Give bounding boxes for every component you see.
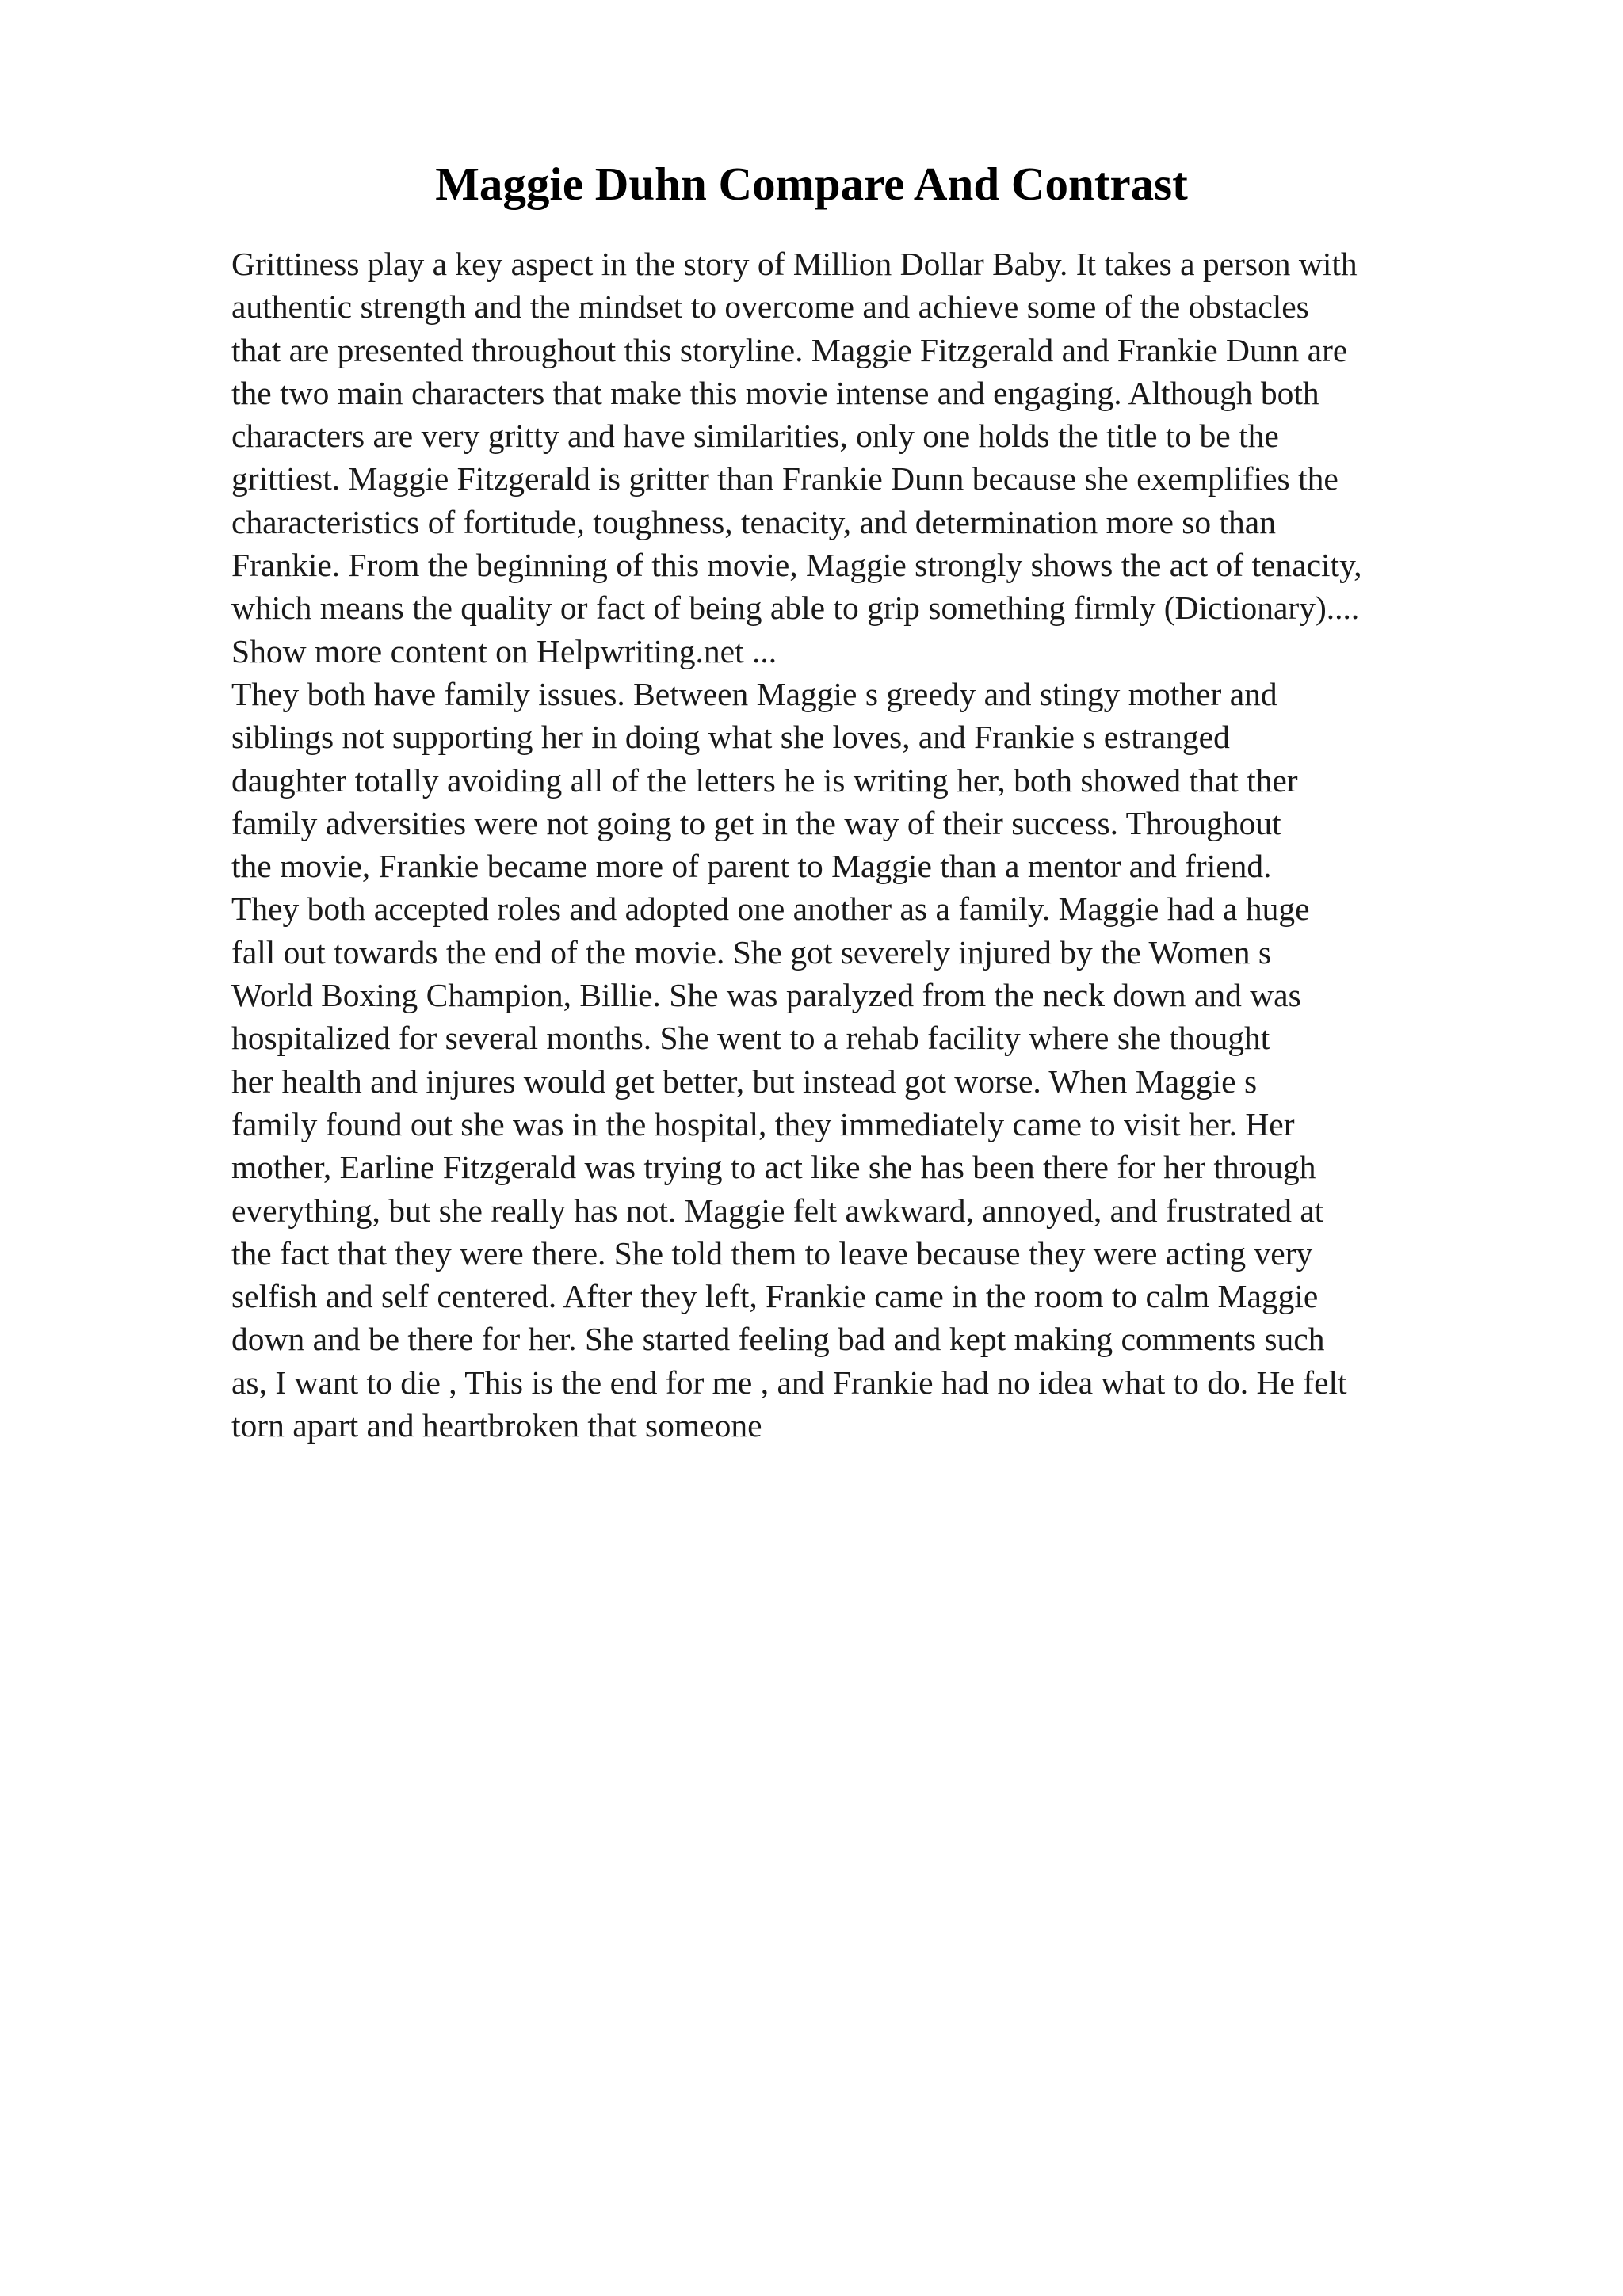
body-line: characters are very gritty and have similarities, only one holds the title to be the	[231, 418, 1279, 455]
body-line: hospitalized for several months. She went to a rehab facility where she thought	[231, 1020, 1270, 1057]
body-line: the fact that they were there. She told them to leave because they were acting very	[231, 1234, 1313, 1272]
body-line: They both accepted roles and adopted one another as a family. Maggie had a huge	[231, 891, 1310, 928]
body-line: mother, Earline Fitzgerald was trying to act like she has been there for her through	[231, 1149, 1316, 1186]
body-line: the two main characters that make this movie intense and engaging. Although both	[231, 374, 1319, 411]
body-line: characteristics of fortitude, toughness, tenacity, and determination more so than	[231, 503, 1276, 540]
body-line: torn apart and heartbroken that someone	[231, 1407, 762, 1444]
body-line: as, I want to die , This is the end for me , and Frankie had no idea what to do. He felt	[231, 1363, 1347, 1401]
body-line: her health and injures would get better, but instead got worse. When Maggie s	[231, 1062, 1258, 1100]
body-line: family adversities were not going to get in the way of their success. Throughout	[231, 804, 1281, 841]
body-line: that are presented throughout this storyline. Maggie Fitzgerald and Frankie Dunn are	[231, 331, 1348, 368]
body-line: siblings not supporting her in doing what she loves, and Frankie s estranged	[231, 719, 1230, 756]
body-line: Frankie. From the beginning of this movie, Maggie strongly shows the act of tenacity,	[231, 547, 1362, 584]
body-line: World Boxing Champion, Billie. She was paralyzed from the neck down and was	[231, 977, 1301, 1014]
document-body	[231, 242, 1594, 1447]
body-line: which means the quality or fact of being able to grip something firmly (Dictionary)....	[231, 589, 1360, 627]
body-line: Grittiness play a key aspect in the story of Million Dollar Baby. It takes a person with	[231, 246, 1358, 282]
body-line: the movie, Frankie became more of parent to Maggie than a mentor and friend.	[231, 848, 1272, 885]
body-line: authentic strength and the mindset to overcome and achieve some of the obstacles	[231, 288, 1309, 326]
body-line: family found out she was in the hospital, they immediately came to visit her. Her	[231, 1105, 1295, 1142]
body-line: grittiest. Maggie Fitzgerald is gritter than Frankie Dunn because she exemplifies the	[231, 460, 1338, 498]
body-line: daughter totally avoiding all of the letters he is writing her, both showed that ther	[231, 761, 1298, 799]
document-title: Maggie Duhn Compare And Contrast	[435, 158, 1188, 210]
body-line: fall out towards the end of the movie. She got severely injured by the Women s	[231, 933, 1272, 971]
show-more-line: Show more content on Helpwriting.net ...	[231, 632, 777, 669]
body-line: down and be there for her. She started feeling bad and kept making comments such	[231, 1321, 1325, 1358]
body-line: everything, but she really has not. Maggie felt awkward, annoyed, and frustrated at	[231, 1192, 1324, 1229]
body-line: They both have family issues. Between Maggie s greedy and stingy mother and	[231, 675, 1277, 712]
body-line: selfish and self centered. After they left, Frankie came in the room to calm Maggie	[231, 1278, 1319, 1315]
